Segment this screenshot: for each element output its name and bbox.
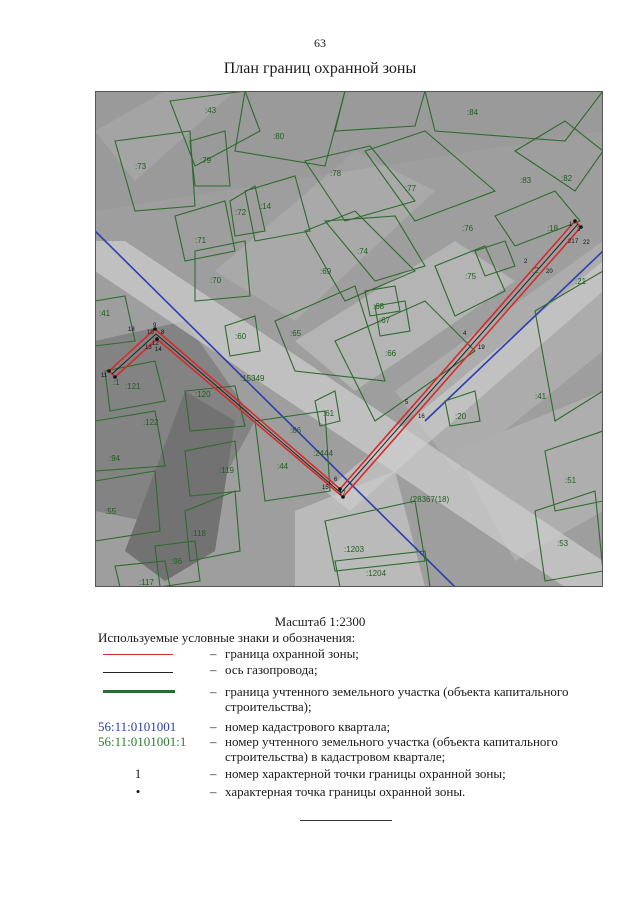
point-number: 8 bbox=[161, 330, 165, 336]
point-number: 20 bbox=[546, 269, 553, 275]
point-number: 19 bbox=[478, 345, 485, 351]
point-number: 22 bbox=[583, 240, 590, 246]
legend-desc: номер характерной точки границы охранной зоны; bbox=[225, 766, 506, 781]
parcel-label: :1204 bbox=[366, 569, 387, 578]
legend-desc: номер кадастрового квартала; bbox=[225, 719, 391, 734]
legend-desc: граница охранной зоны; bbox=[225, 646, 359, 661]
legend-desc: характерная точка границы охранной зоны. bbox=[225, 784, 466, 799]
point-number: 13 bbox=[145, 345, 152, 351]
parcel-label: :70 bbox=[210, 276, 222, 285]
parcel-label: :80 bbox=[273, 132, 285, 141]
parcel-label: :120 bbox=[195, 390, 211, 399]
parcel-label: :83 bbox=[520, 176, 532, 185]
parcel-label: :72 bbox=[235, 208, 247, 217]
point-number: 3 bbox=[577, 227, 581, 233]
point-number: 6 bbox=[334, 477, 338, 483]
point-number-sample: 1 bbox=[134, 766, 142, 781]
parcel-label: :117 bbox=[139, 578, 154, 587]
parcel-label: :61 bbox=[323, 409, 335, 418]
parcel-label: :41 bbox=[99, 309, 111, 318]
zone-boundary-sample bbox=[98, 646, 178, 661]
map-canvas bbox=[95, 91, 603, 587]
legend-dash: – bbox=[210, 719, 217, 734]
parcel-label: :21 bbox=[575, 277, 587, 286]
point-number: 9 bbox=[153, 323, 157, 329]
point-number: 16 bbox=[418, 414, 425, 420]
parcel-label: :1203 bbox=[344, 545, 365, 554]
point-number: 1 bbox=[569, 222, 573, 228]
point-number: 5 bbox=[405, 400, 409, 406]
parcel-label: :73 bbox=[135, 162, 147, 171]
parcel-label: :86 bbox=[290, 426, 302, 435]
point-number: 10 bbox=[147, 330, 154, 336]
point-number: 4 bbox=[463, 331, 467, 337]
parcel-label: :2 bbox=[532, 266, 539, 275]
point-number: 11 bbox=[101, 373, 108, 379]
parcel-label: :75 bbox=[465, 272, 477, 281]
point-number: 14 bbox=[155, 347, 162, 353]
parcel-label: :76 bbox=[462, 224, 474, 233]
parcel-label: :118 bbox=[191, 529, 206, 538]
point-number: 21 bbox=[568, 239, 575, 245]
parcel-label: :122 bbox=[143, 418, 159, 427]
parcel-label: :77 bbox=[405, 184, 417, 193]
parcel-label: :119 bbox=[219, 466, 234, 475]
legend-dash: – bbox=[210, 662, 217, 677]
zone-point bbox=[107, 369, 111, 373]
parcel-label: :60 bbox=[235, 332, 247, 341]
legend-desc: граница учтенного земельного участка (объекта капитального строительства); bbox=[225, 684, 569, 714]
parcel-label: :78 bbox=[330, 169, 342, 178]
point-number: 15 bbox=[322, 485, 329, 491]
footer-rule bbox=[300, 820, 392, 821]
legend-dash: – bbox=[210, 784, 217, 799]
parcel-label: :14 bbox=[260, 202, 272, 211]
point-number: 17 bbox=[339, 491, 346, 497]
parcel-label: :1 bbox=[113, 378, 120, 387]
map-scale: Масштаб 1:2300 bbox=[274, 614, 366, 629]
point-number: 18 bbox=[128, 327, 135, 333]
parcel-number-sample: 56:11:0101001:1 bbox=[98, 734, 187, 749]
parcel-label: :41 bbox=[535, 392, 547, 401]
legend-dash: – bbox=[210, 684, 217, 699]
parcel-label: :68 bbox=[373, 302, 385, 311]
legend-desc: номер учтенного земельного участка (объекта капитального строительства) в кадастровом квартале; bbox=[225, 734, 558, 764]
parcel-label: :79 bbox=[200, 156, 212, 165]
quarter-number-sample: 56:11:0101001 bbox=[98, 719, 177, 734]
parcel-label: :65 bbox=[290, 329, 302, 338]
parcel-label: :43 bbox=[205, 106, 217, 115]
parcel-boundary-sample bbox=[98, 684, 178, 699]
parcel-label: (28367(18) bbox=[410, 495, 450, 504]
page-title: План границ охранной зоны bbox=[223, 60, 417, 77]
point-number: 2 bbox=[524, 259, 528, 265]
parcel-label: :51 bbox=[565, 476, 577, 485]
parcel-label: :69 bbox=[320, 267, 332, 276]
parcel-label: :96 bbox=[171, 557, 183, 566]
parcel-label: :71 bbox=[195, 236, 207, 245]
zone-point bbox=[573, 219, 577, 223]
parcel-label: :94 bbox=[109, 454, 121, 463]
parcel-label: :82 bbox=[561, 174, 573, 183]
point-dot-sample: • bbox=[135, 784, 141, 799]
parcel-label: :15349 bbox=[240, 374, 265, 383]
point-number: 7 bbox=[575, 239, 579, 245]
parcel-label: :53 bbox=[557, 539, 569, 548]
protection-zone-map bbox=[95, 91, 603, 587]
legend-dash: – bbox=[210, 734, 217, 749]
parcel-label: :20 bbox=[455, 412, 467, 421]
legend-dash: – bbox=[210, 766, 217, 781]
parcel-label: :2444 bbox=[313, 449, 334, 458]
parcel-label: :18 bbox=[547, 224, 559, 233]
parcel-label: :44 bbox=[277, 462, 289, 471]
legend-heading: Используемые условные знаки и обозначения: bbox=[98, 630, 356, 645]
parcel-label: :55 bbox=[105, 507, 117, 516]
parcel-label: :74 bbox=[357, 247, 369, 256]
parcel-label: :67 bbox=[379, 316, 391, 325]
point-number: 12 bbox=[152, 341, 159, 347]
legend-desc: ось газопровода; bbox=[225, 662, 318, 677]
parcel-label: :121 bbox=[125, 382, 141, 391]
parcel-label: :66 bbox=[385, 349, 397, 358]
pipeline-axis-sample bbox=[98, 662, 178, 677]
legend-dash: – bbox=[210, 646, 217, 661]
page-number: 63 bbox=[314, 36, 326, 50]
parcel-label: :84 bbox=[467, 108, 479, 117]
